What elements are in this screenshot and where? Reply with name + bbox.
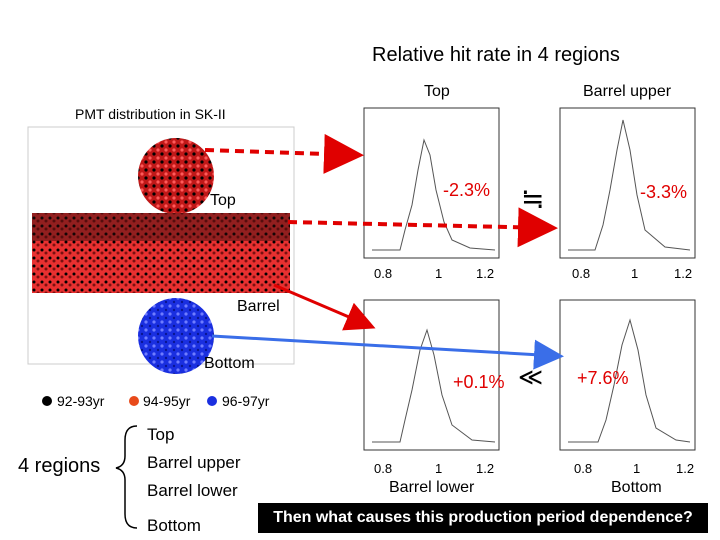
legend-label-94-95: 94-95yr — [143, 393, 191, 409]
regions-item-barrel-upper: Barrel upper — [147, 453, 241, 472]
panel-bottom-name: Bottom — [611, 479, 662, 496]
legend-dot-96-97 — [207, 396, 217, 406]
panel-barrel-upper-name: Barrel upper — [583, 83, 672, 100]
relation-much-less: ≪ — [518, 364, 544, 391]
legend-label-92-93: 92-93yr — [57, 393, 105, 409]
detector-label-bottom: Bottom — [204, 355, 255, 372]
tick-top-2: 1.2 — [476, 266, 495, 281]
change-top: -2.3% — [443, 180, 491, 200]
tick-barrel-upper-0: 0.8 — [572, 266, 591, 281]
bottom-disc — [138, 298, 214, 374]
panel-top-name: Top — [424, 83, 450, 100]
legend-dot-92-93 — [42, 396, 52, 406]
pmt-title: PMT distribution in SK-II — [75, 106, 226, 122]
regions-item-barrel-lower: Barrel lower — [147, 481, 238, 500]
tick-top-1: 1 — [435, 266, 443, 281]
barrel-upper-band — [32, 213, 290, 241]
change-bottom: +7.6% — [577, 368, 629, 388]
change-barrel-lower: +0.1% — [453, 372, 505, 392]
tick-barrel-upper-1: 1 — [631, 266, 639, 281]
tick-bottom-1: 1 — [633, 461, 641, 476]
question-banner: Then what causes this production period dependence? — [258, 503, 708, 533]
regions-item-top: Top — [147, 425, 175, 444]
regions-brace — [116, 426, 137, 528]
top-disc — [138, 138, 214, 214]
regions-item-bottom: Bottom — [147, 516, 201, 535]
arrow-barrel-upper — [288, 222, 550, 228]
detector-label-barrel: Barrel — [237, 298, 280, 315]
relation-approx-equal: ≒ — [521, 183, 545, 214]
tick-bottom-2: 1.2 — [676, 461, 695, 476]
panel-barrel-lower-name: Barrel lower — [389, 479, 475, 496]
main-title: Relative hit rate in 4 regions — [372, 44, 620, 66]
change-barrel-upper: -3.3% — [640, 182, 688, 202]
tick-barrel-lower-2: 1.2 — [476, 461, 495, 476]
tick-barrel-lower-1: 1 — [435, 461, 443, 476]
regions-title: 4 regions — [18, 455, 101, 477]
tick-barrel-upper-2: 1.2 — [674, 266, 693, 281]
tick-top-0: 0.8 — [374, 266, 393, 281]
legend-label-96-97: 96-97yr — [222, 393, 270, 409]
detector-label-top: Top — [210, 192, 236, 209]
legend-dot-94-95 — [129, 396, 139, 406]
tick-barrel-lower-0: 0.8 — [374, 461, 393, 476]
tick-bottom-0: 0.8 — [574, 461, 593, 476]
